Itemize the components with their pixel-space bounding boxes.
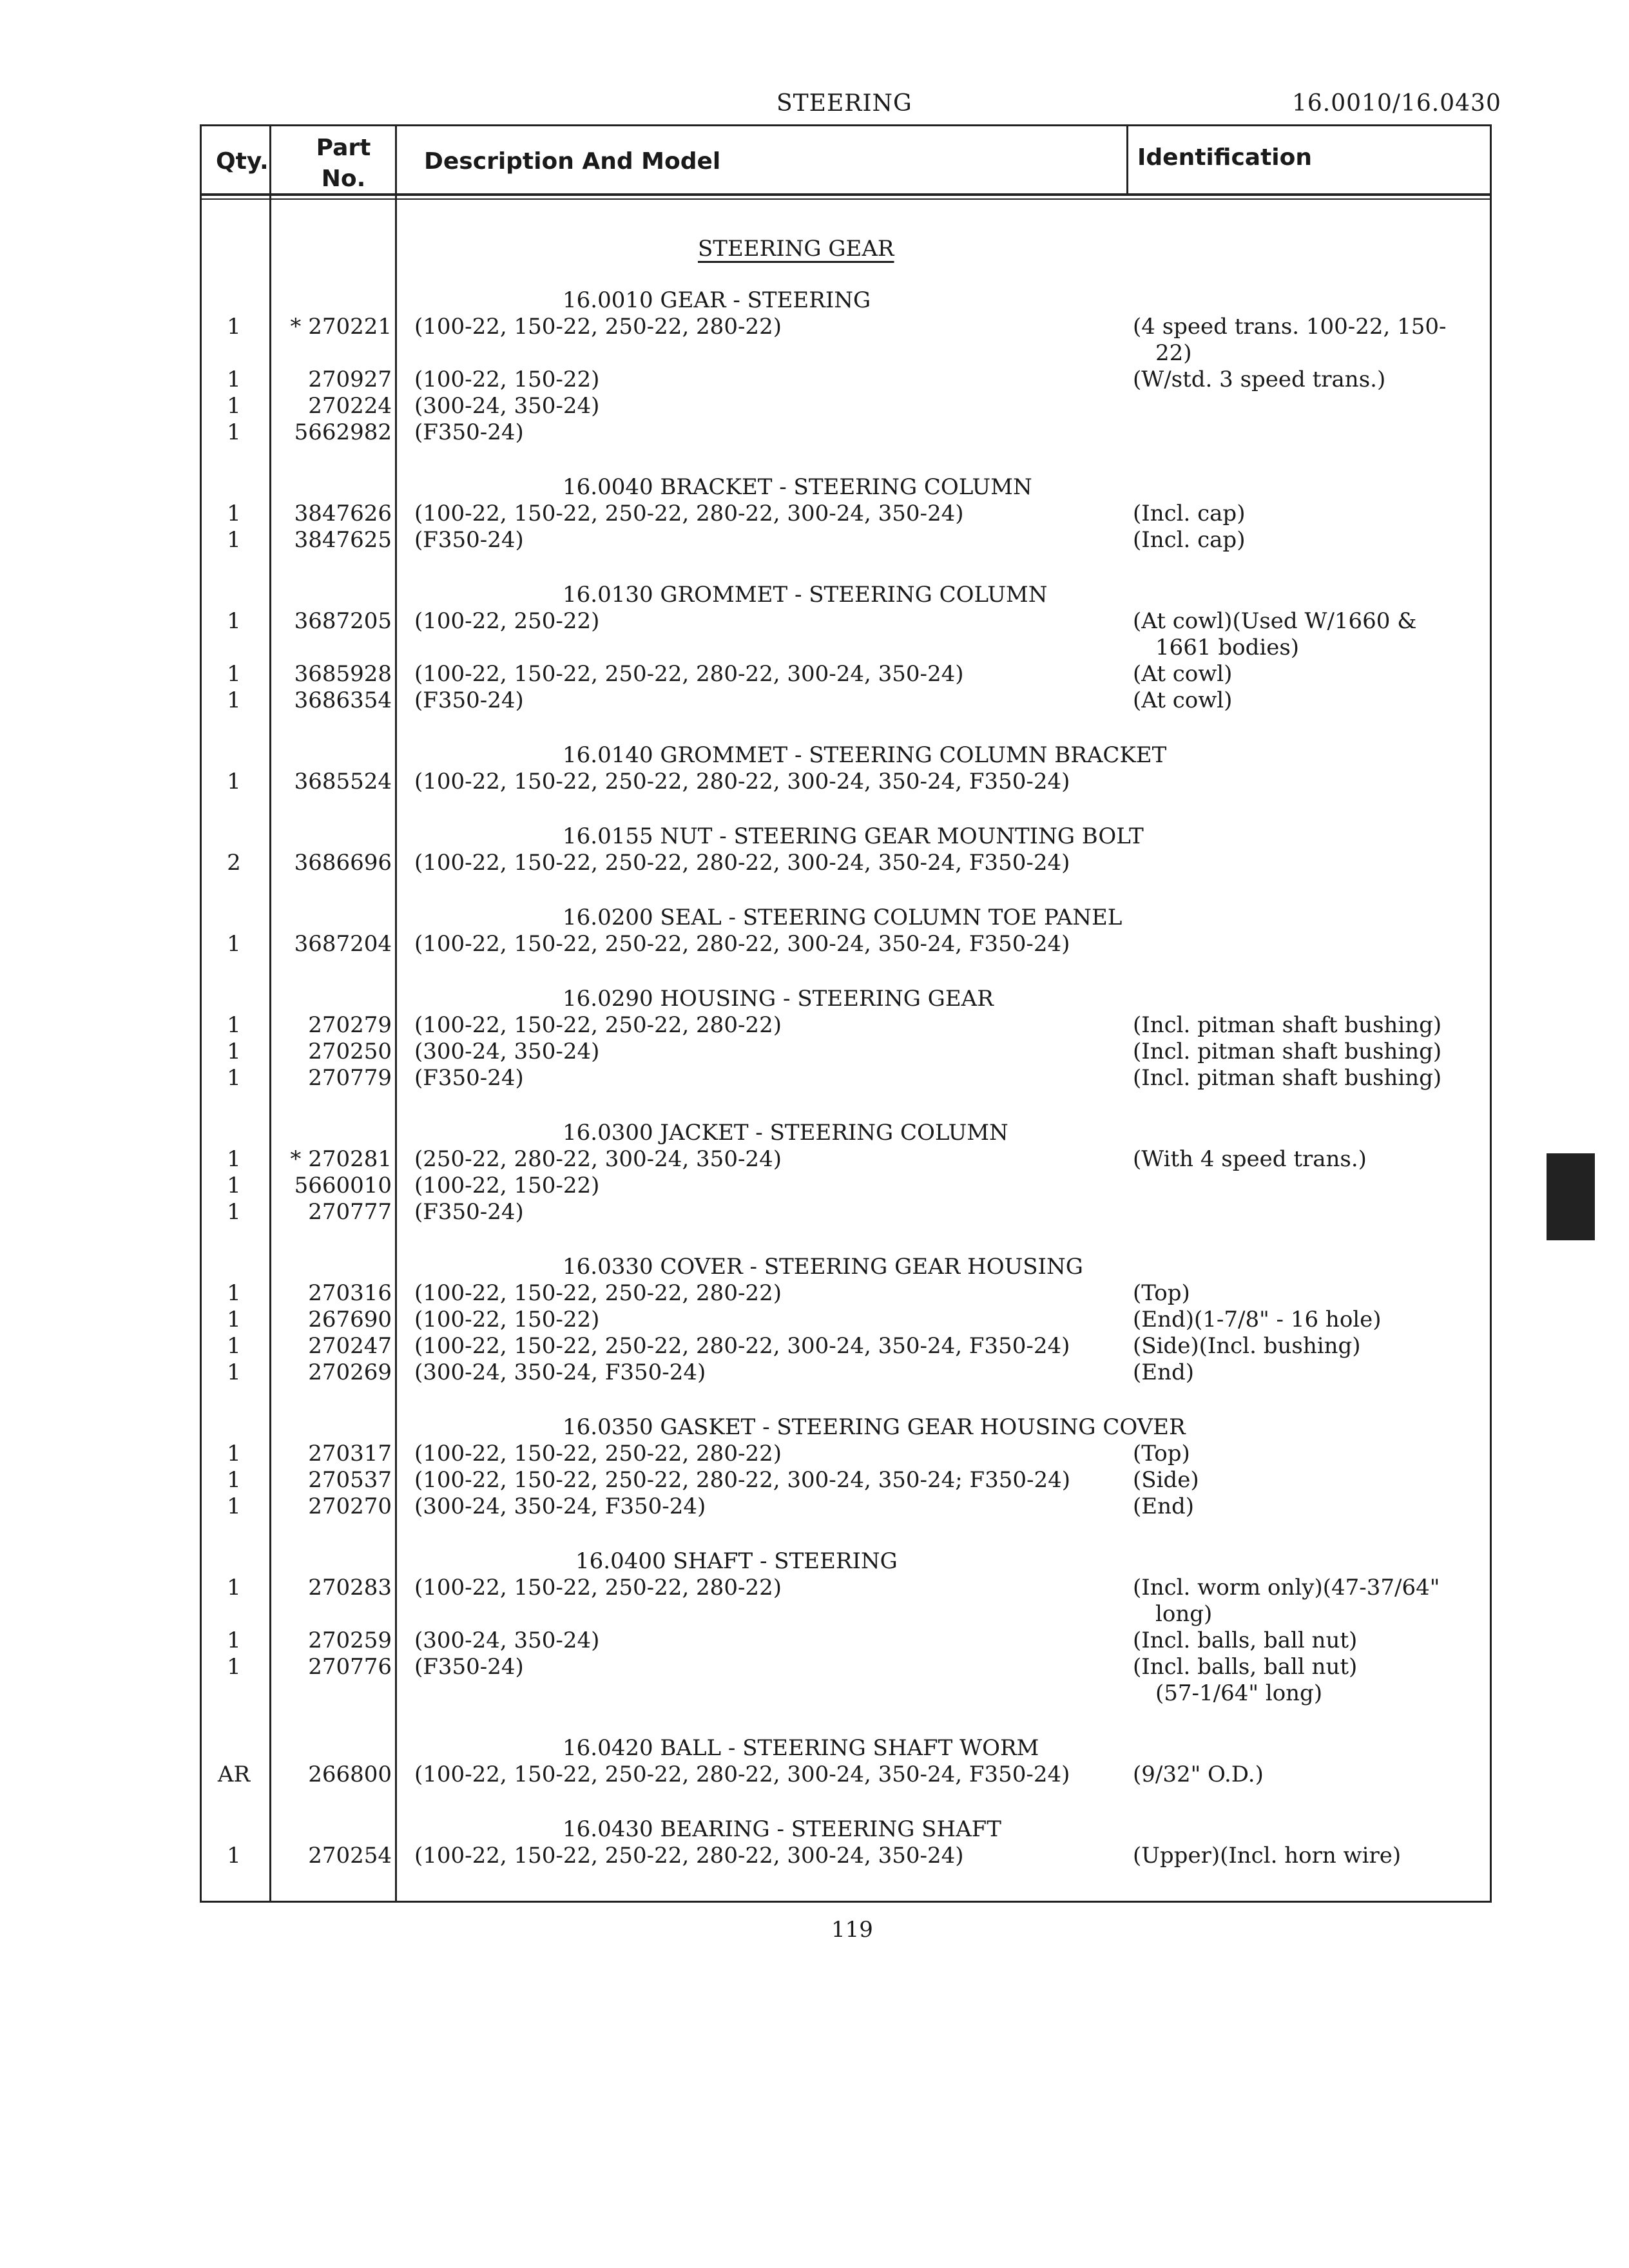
- description-cell: (100-22, 150-22, 250-22, 280-22): [414, 1012, 782, 1038]
- identification-cell: (End): [1133, 1360, 1195, 1385]
- group-heading: 16.0350 GASKET - STEERING GEAR HOUSING COVER: [563, 1414, 1186, 1440]
- part-number-cell: 5662982: [294, 419, 392, 445]
- part-number-cell: 270777: [308, 1199, 392, 1225]
- part-number-cell: 270279: [308, 1012, 392, 1038]
- qty-cell: 1: [227, 769, 241, 794]
- part-number-cell: 270779: [308, 1065, 392, 1091]
- part-number-cell: 3685524: [294, 769, 392, 794]
- part-number-cell: 3685928: [294, 661, 392, 687]
- identification-cell: (Incl. pitman shaft bushing): [1133, 1039, 1442, 1064]
- identification-cell: long): [1155, 1601, 1213, 1627]
- description-cell: (100-22, 150-22, 250-22, 280-22): [414, 1441, 782, 1466]
- group-heading: 16.0140 GROMMET - STEERING COLUMN BRACKET: [563, 742, 1167, 768]
- description-cell: (100-22, 150-22, 250-22, 280-22, 300-24, 350-24, F350-24): [414, 1333, 1070, 1359]
- qty-cell: 1: [227, 527, 241, 553]
- description-cell: (100-22, 150-22): [414, 1173, 600, 1198]
- identification-cell: (Incl. balls, ball nut): [1133, 1628, 1358, 1653]
- part-number-cell: 3686354: [294, 687, 392, 713]
- identification-cell: (At cowl): [1133, 687, 1233, 713]
- qty-cell: 1: [227, 1467, 241, 1493]
- qty-cell: 2: [227, 850, 241, 876]
- qty-cell: 1: [227, 1654, 241, 1680]
- column-header-description: Description And Model: [424, 148, 721, 175]
- description-cell: (100-22, 150-22, 250-22, 280-22, 300-24, 350-24): [414, 501, 964, 526]
- description-cell: (100-22, 150-22, 250-22, 280-22, 300-24, 350-24, F350-24): [414, 769, 1070, 794]
- description-cell: (100-22, 150-22, 250-22, 280-22, 300-24, 350-24, F350-24): [414, 931, 1070, 957]
- part-number-cell: 270537: [308, 1467, 392, 1493]
- qty-cell: 1: [227, 1441, 241, 1466]
- qty-cell: 1: [227, 314, 241, 340]
- group-heading: 16.0155 NUT - STEERING GEAR MOUNTING BOLT: [563, 823, 1144, 849]
- description-cell: (F350-24): [414, 419, 524, 445]
- group-heading: 16.0430 BEARING - STEERING SHAFT: [563, 1816, 1001, 1842]
- header-title: STEERING: [776, 90, 912, 117]
- qty-cell: 1: [227, 1494, 241, 1519]
- group-heading: 16.0400 SHAFT - STEERING: [575, 1548, 898, 1574]
- identification-cell: (End): [1133, 1494, 1195, 1519]
- part-number-cell: 270776: [308, 1654, 392, 1680]
- header-section-code: 16.0010/16.0430: [1292, 90, 1501, 117]
- qty-cell: 1: [227, 1199, 241, 1225]
- qty-cell: 1: [227, 661, 241, 687]
- identification-cell: (With 4 speed trans.): [1133, 1146, 1367, 1172]
- identification-cell: (Side)(Incl. bushing): [1133, 1333, 1361, 1359]
- qty-cell: 1: [227, 367, 241, 392]
- part-number-cell: 270927: [308, 367, 392, 392]
- part-number-cell: 270269: [308, 1360, 392, 1385]
- description-cell: (100-22, 150-22, 250-22, 280-22, 300-24, 350-24): [414, 1843, 964, 1869]
- description-cell: (F350-24): [414, 687, 524, 713]
- qty-cell: 1: [227, 1065, 241, 1091]
- part-number-cell: 270259: [308, 1628, 392, 1653]
- group-heading: 16.0010 GEAR - STEERING: [563, 287, 871, 313]
- description-cell: (100-22, 150-22, 250-22, 280-22): [414, 314, 782, 340]
- part-number-cell: 3687204: [294, 931, 392, 957]
- part-number-cell: * 270221: [290, 314, 392, 340]
- qty-cell: 1: [227, 687, 241, 713]
- description-cell: (300-24, 350-24, F350-24): [414, 1494, 706, 1519]
- description-cell: (100-22, 150-22, 250-22, 280-22): [414, 1280, 782, 1306]
- part-number-cell: 270317: [308, 1441, 392, 1466]
- part-number-cell: 3847625: [294, 527, 392, 553]
- identification-cell: (Side): [1133, 1467, 1199, 1493]
- column-divider-part: [395, 126, 397, 1901]
- qty-cell: 1: [227, 1307, 241, 1332]
- description-cell: (100-22, 150-22, 250-22, 280-22, 300-24, 350-24): [414, 661, 964, 687]
- description-cell: (300-24, 350-24): [414, 1039, 600, 1064]
- qty-cell: 1: [227, 1012, 241, 1038]
- identification-cell: (W/std. 3 speed trans.): [1133, 367, 1386, 392]
- identification-cell: (Incl. pitman shaft bushing): [1133, 1012, 1442, 1038]
- identification-cell: (Upper)(Incl. horn wire): [1133, 1843, 1402, 1869]
- column-divider-desc: [1126, 126, 1128, 193]
- qty-cell: 1: [227, 1146, 241, 1172]
- identification-cell: (Incl. worm only)(47-37/64": [1133, 1575, 1440, 1600]
- group-heading: 16.0420 BALL - STEERING SHAFT WORM: [563, 1735, 1039, 1761]
- header-separator: [202, 193, 1490, 196]
- description-cell: (F350-24): [414, 1065, 524, 1091]
- column-header-identification: Identification: [1137, 144, 1312, 171]
- description-cell: (100-22, 150-22, 250-22, 280-22, 300-24, 350-24; F350-24): [414, 1467, 1070, 1493]
- description-cell: (100-22, 150-22, 250-22, 280-22): [414, 1575, 782, 1600]
- qty-cell: 1: [227, 608, 241, 634]
- description-cell: (F350-24): [414, 1199, 524, 1225]
- qty-cell: 1: [227, 393, 241, 419]
- part-number-cell: 3847626: [294, 501, 392, 526]
- part-number-cell: 5660010: [294, 1173, 392, 1198]
- description-cell: (F350-24): [414, 1654, 524, 1680]
- description-cell: (100-22, 150-22, 250-22, 280-22, 300-24, 350-24, F350-24): [414, 850, 1070, 876]
- group-heading: 16.0130 GROMMET - STEERING COLUMN: [563, 582, 1048, 608]
- part-number-cell: 3687205: [294, 608, 392, 634]
- identification-cell: (Incl. balls, ball nut): [1133, 1654, 1358, 1680]
- qty-cell: 1: [227, 1628, 241, 1653]
- part-number-cell: 270283: [308, 1575, 392, 1600]
- page-number: 119: [831, 1917, 873, 1943]
- part-number-cell: 3686696: [294, 850, 392, 876]
- description-cell: (250-22, 280-22, 300-24, 350-24): [414, 1146, 782, 1172]
- column-header-qty: Qty.: [216, 148, 269, 175]
- part-number-cell: 266800: [308, 1762, 392, 1787]
- qty-cell: 1: [227, 1333, 241, 1359]
- header-separator-inner: [202, 198, 1490, 200]
- section-title: STEERING GEAR: [698, 236, 894, 262]
- description-cell: (300-24, 350-24): [414, 393, 600, 419]
- qty-cell: 1: [227, 1280, 241, 1306]
- qty-cell: 1: [227, 1575, 241, 1600]
- group-heading: 16.0040 BRACKET - STEERING COLUMN: [563, 474, 1032, 500]
- part-number-cell: 270224: [308, 393, 392, 419]
- part-number-cell: 270316: [308, 1280, 392, 1306]
- description-cell: (300-24, 350-24, F350-24): [414, 1360, 706, 1385]
- part-number-cell: 270254: [308, 1843, 392, 1869]
- identification-cell: (At cowl)(Used W/1660 &: [1133, 608, 1417, 634]
- part-number-cell: 270250: [308, 1039, 392, 1064]
- identification-cell: (4 speed trans. 100-22, 150-: [1133, 314, 1447, 340]
- identification-cell: 22): [1155, 340, 1192, 366]
- qty-cell: 1: [227, 1843, 241, 1869]
- identification-cell: (End)(1-7/8" - 16 hole): [1133, 1307, 1382, 1332]
- qty-cell: 1: [227, 1360, 241, 1385]
- group-heading: 16.0290 HOUSING - STEERING GEAR: [563, 986, 994, 1012]
- identification-cell: (Top): [1133, 1280, 1190, 1306]
- part-number-cell: 270247: [308, 1333, 392, 1359]
- group-heading: 16.0300 JACKET - STEERING COLUMN: [563, 1120, 1008, 1146]
- identification-cell: (Incl. cap): [1133, 527, 1246, 553]
- qty-cell: 1: [227, 1173, 241, 1198]
- identification-cell: (At cowl): [1133, 661, 1233, 687]
- part-number-cell: 267690: [308, 1307, 392, 1332]
- group-heading: 16.0200 SEAL - STEERING COLUMN TOE PANEL: [563, 905, 1123, 930]
- qty-cell: 1: [227, 501, 241, 526]
- qty-cell: AR: [217, 1762, 251, 1787]
- identification-cell: (9/32" O.D.): [1133, 1762, 1264, 1787]
- column-header-part: Part No.: [316, 135, 371, 192]
- description-cell: (100-22, 150-22, 250-22, 280-22, 300-24, 350-24, F350-24): [414, 1762, 1070, 1787]
- description-cell: (300-24, 350-24): [414, 1628, 600, 1653]
- qty-cell: 1: [227, 419, 241, 445]
- description-cell: (100-22, 150-22): [414, 367, 600, 392]
- identification-cell: (57-1/64" long): [1155, 1680, 1323, 1706]
- parts-table: [200, 124, 1492, 1903]
- description-cell: (100-22, 150-22): [414, 1307, 600, 1332]
- identification-cell: (Incl. cap): [1133, 501, 1246, 526]
- identification-cell: (Top): [1133, 1441, 1190, 1466]
- part-number-cell: 270270: [308, 1494, 392, 1519]
- section-tab-marker: [1547, 1153, 1595, 1240]
- qty-cell: 1: [227, 1039, 241, 1064]
- group-heading: 16.0330 COVER - STEERING GEAR HOUSING: [563, 1254, 1083, 1280]
- qty-cell: 1: [227, 931, 241, 957]
- description-cell: (100-22, 250-22): [414, 608, 600, 634]
- description-cell: (F350-24): [414, 527, 524, 553]
- part-number-cell: * 270281: [290, 1146, 392, 1172]
- identification-cell: 1661 bodies): [1155, 635, 1300, 660]
- identification-cell: (Incl. pitman shaft bushing): [1133, 1065, 1442, 1091]
